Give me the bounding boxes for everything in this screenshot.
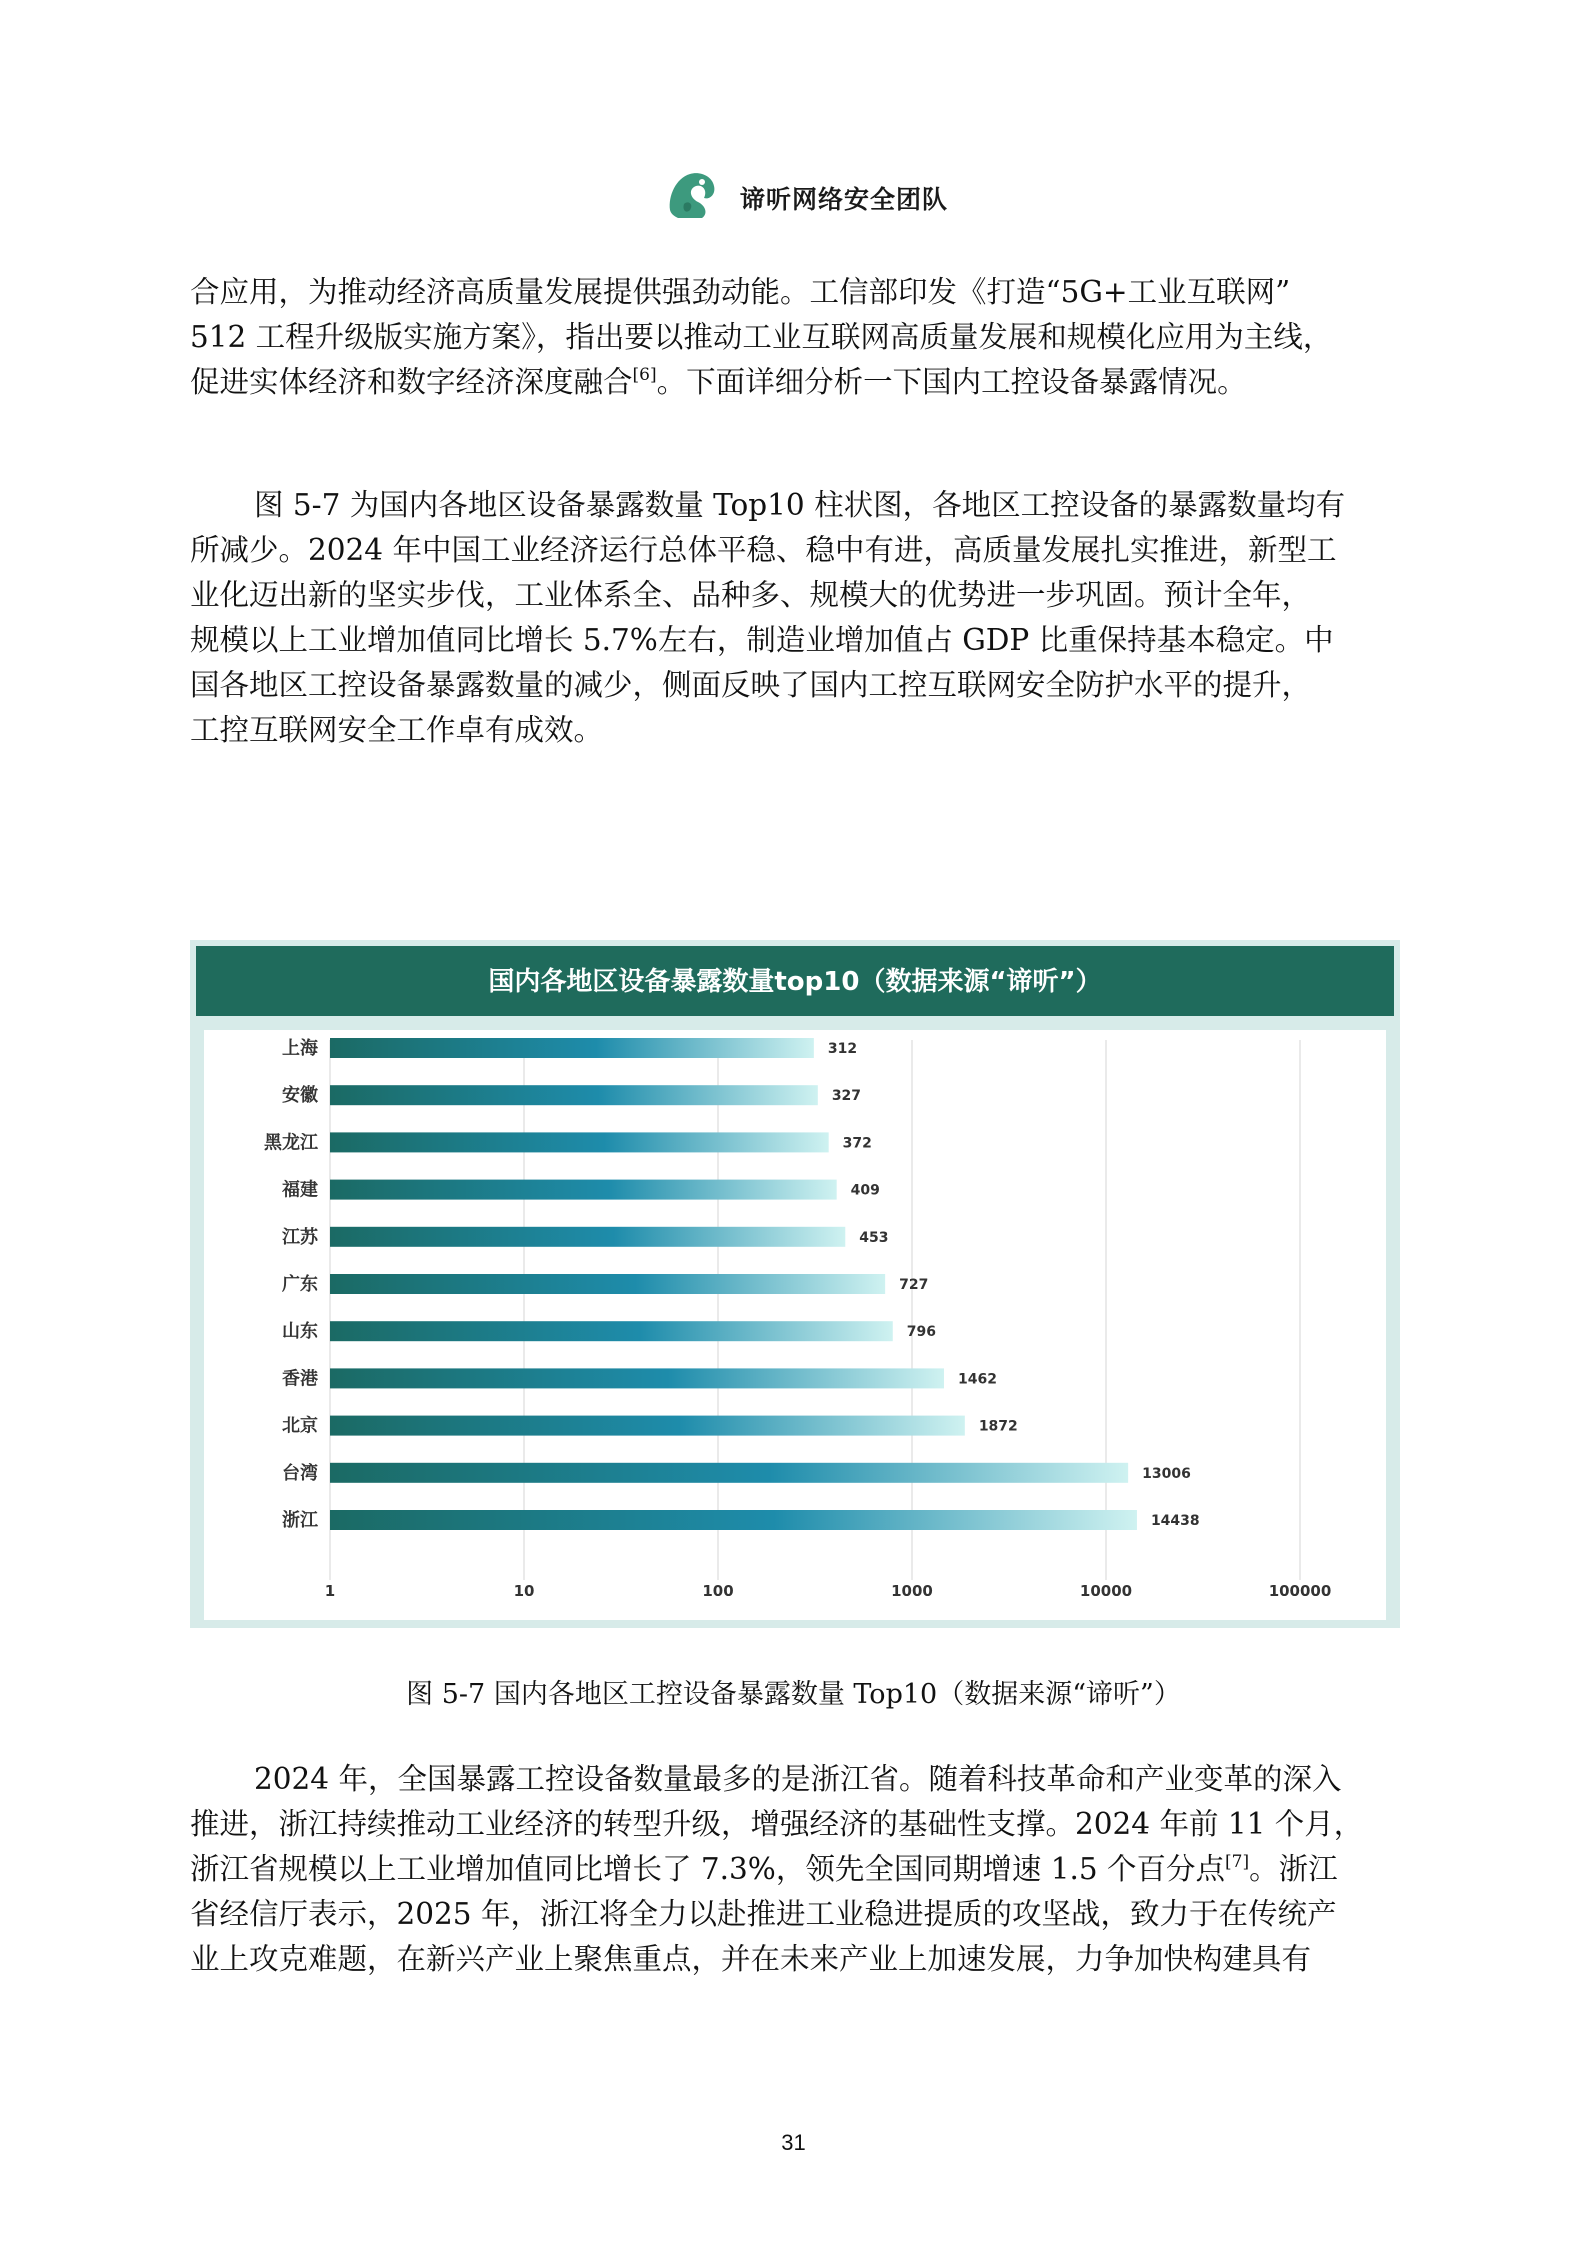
text-line: 规模以上工业增加值同比增长 5.7%左右，制造业增加值占 GDP 比重保持基本稳定。中 — [190, 623, 1334, 657]
bar-value-label: 14438 — [1150, 1513, 1200, 1529]
brand-name: 谛听网络安全团队 — [740, 185, 949, 214]
text-line: 业化迈出新的坚实步伐，工业体系全、品种多、规模大的优势进一步巩固。预计全年， — [190, 578, 1312, 612]
category-label: 山东 — [282, 1321, 318, 1343]
x-tick-label: 100000 — [1268, 1582, 1332, 1600]
bar-value-label: 796 — [906, 1324, 937, 1341]
bar-value-label: 13006 — [1142, 1465, 1191, 1482]
citation-ref: [6] — [632, 365, 657, 385]
text-line: 国各地区工控设备暴露数量的减少，侧面反映了国内工控互联网安全防护水平的提升， — [190, 668, 1312, 702]
text-line: 2024 年，全国暴露工控设备数量最多的是浙江省。随着科技革命和产业变革的深入 — [254, 1762, 1342, 1796]
chart-title: 国内各地区设备暴露数量top10（数据来源“谛听”） — [488, 967, 1102, 997]
x-tick-label: 1 — [324, 1582, 336, 1600]
bar-value-label: 1462 — [957, 1371, 997, 1388]
text-line: 促进实体经济和数字经济深度融合[6]。下面详细分析一下国内工控设备暴露情况。 — [190, 365, 1247, 399]
paragraph-1 — [190, 270, 1405, 405]
text-line: 所减少。2024 年中国工业经济运行总体平稳、稳中有进，高质量发展扎实推进，新型工 — [190, 533, 1337, 567]
category-label: 浙江 — [282, 1510, 318, 1531]
text-line: 图 5-7 为国内各地区设备暴露数量 Top10 柱状图，各地区工控设备的暴露数量均有 — [254, 488, 1346, 522]
category-label: 上海 — [282, 1038, 318, 1059]
category-label: 台湾 — [282, 1462, 318, 1484]
text-line: 512 工程升级版实施方案》，指出要以推动工业互联网高质量发展和规模化应用为主线， — [190, 320, 1333, 354]
bar — [330, 1180, 837, 1200]
text-line: 省经信厅表示，2025 年，浙江将全力以赴推进工业稳进提质的攻坚战，致力于在传统产 — [190, 1897, 1337, 1931]
paragraph-2 — [190, 483, 1405, 753]
x-tick-label: 1000 — [891, 1582, 933, 1600]
text-line: 工控互联网安全工作卓有成效。 — [190, 713, 604, 747]
category-label: 黑龙江 — [264, 1132, 318, 1154]
page-number: 31 — [781, 2130, 806, 2155]
bar — [330, 1510, 1137, 1530]
x-tick-label: 10000 — [1079, 1582, 1133, 1600]
text-line: 推进，浙江持续推动工业经济的转型升级，增强经济的基础性支撑。2024 年前 11 个月， — [190, 1807, 1364, 1841]
bar — [330, 1416, 965, 1436]
paragraph-3 — [190, 1757, 1405, 1982]
x-tick-label: 100 — [702, 1582, 734, 1600]
citation-ref: [7] — [1225, 1852, 1250, 1872]
category-label: 福建 — [282, 1179, 318, 1201]
category-label: 北京 — [282, 1415, 318, 1437]
bar — [330, 1274, 885, 1294]
figure-caption: 图 5-7 国内各地区工控设备暴露数量 Top10（数据来源“谛听”） — [406, 1679, 1181, 1710]
bar — [330, 1085, 818, 1105]
bar-value-label: 327 — [831, 1088, 862, 1105]
bar — [330, 1227, 845, 1247]
bar-value-label: 453 — [859, 1229, 889, 1246]
bar — [330, 1321, 893, 1341]
team-logo-icon — [660, 160, 724, 224]
bar — [330, 1038, 814, 1058]
page-header — [0, 160, 1587, 230]
bar — [330, 1368, 944, 1388]
category-label: 安徽 — [282, 1085, 318, 1107]
bar-value-label: 727 — [899, 1277, 929, 1293]
category-label: 江苏 — [282, 1226, 318, 1248]
bar — [330, 1132, 829, 1152]
bar-value-label: 312 — [827, 1041, 858, 1057]
x-tick-label: 10 — [513, 1582, 535, 1600]
bar-value-label: 409 — [850, 1182, 880, 1199]
text-line: 业上攻克难题，在新兴产业上聚焦重点，并在未来产业上加速发展，力争加快构建具有 — [190, 1942, 1312, 1976]
bar — [330, 1463, 1128, 1483]
bar-value-label: 372 — [842, 1135, 872, 1152]
exposure-bar-chart — [190, 940, 1400, 1628]
category-label: 香港 — [282, 1368, 318, 1390]
bar-value-label: 1872 — [978, 1418, 1018, 1435]
text-line: 合应用，为推动经济高质量发展提供强劲动能。工信部印发《打造“5G+工业互联网” — [190, 275, 1291, 309]
category-label: 广东 — [282, 1274, 318, 1295]
text-line: 浙江省规模以上工业增加值同比增长了 7.3%，领先全国同期增速 1.5 个百分点[7]。浙江 — [190, 1852, 1338, 1886]
